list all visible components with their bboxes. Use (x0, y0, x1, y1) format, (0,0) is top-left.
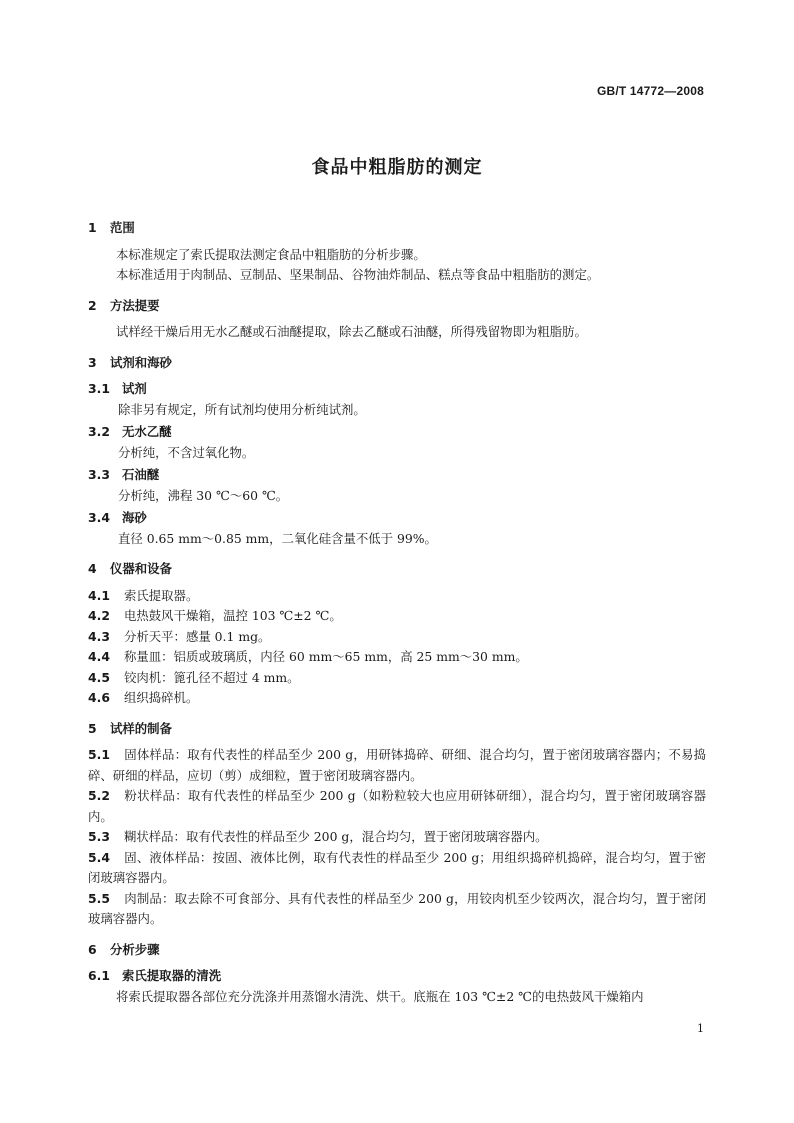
section-number: 5 (88, 720, 97, 736)
item-text: 电热鼓风干燥箱，温控 103 ℃±2 ℃。 (124, 608, 342, 623)
list-item (88, 627, 706, 648)
subsection-title: 石油醚 (122, 467, 160, 482)
section-heading-3 (88, 353, 706, 374)
subsection-number: 3.3 (88, 467, 110, 482)
list-item (88, 848, 706, 889)
item-number: 4.5 (88, 669, 110, 685)
section-title: 试样的制备 (110, 720, 172, 736)
subsection-title: 海砂 (122, 510, 147, 525)
section-heading-5 (88, 719, 706, 740)
list-item (88, 688, 706, 709)
paragraph: 除非另有规定，所有试剂均使用分析纯试剂。 (118, 401, 366, 417)
item-text: 索氏提取器。 (124, 587, 199, 603)
paragraph: 将索氏提取器各部位充分洗涤并用蒸馏水清洗、烘干。底瓶在 103 ℃±2 ℃的电热鼓风干燥箱内 (116, 988, 644, 1004)
section-number: 1 (88, 220, 97, 235)
paragraph: 本标准适用于肉制品、豆制品、坚果制品、谷物油炸制品、糕点等食品中粗脂肪的测定。 (116, 267, 600, 282)
paragraph: 分析纯，不含过氧化物。 (118, 444, 255, 460)
item-text: 称量皿：铝质或玻璃质，内径 60 mm～65 mm，高 25 mm～30 mm。 (124, 649, 528, 664)
section-title: 仪器和设备 (110, 561, 172, 576)
section-number: 6 (88, 941, 97, 957)
document-body (88, 218, 706, 1007)
paragraph: 直径 0.65 mm～0.85 mm，二氧化硅含量不低于 99%。 (118, 530, 437, 546)
list-item (88, 647, 706, 668)
subsection-heading (88, 465, 706, 486)
list-item (88, 606, 706, 627)
item-text: 糊状样品：取有代表性的样品至少 200 g，混合均匀，置于密闭玻璃容器内。 (124, 829, 548, 844)
subsection-heading (88, 379, 706, 400)
section-heading-6 (88, 940, 706, 961)
list-item (88, 827, 706, 848)
item-number: 4.6 (88, 690, 110, 705)
list-item (88, 889, 706, 930)
item-number: 5.1 (88, 747, 110, 762)
paragraph: 分析纯，沸程 30 ℃～60 ℃。 (118, 487, 289, 503)
subsection-heading (88, 422, 706, 443)
standard-code: GB/T 14772—2008 (596, 84, 704, 98)
item-text: 固体样品：取有代表性的样品至少 200 g，用研钵捣碎、研细、混合均匀，置于密闭玻璃容器内；不易捣碎、研细的样品，应切（剪）成细粒，置于密闭玻璃容器内。 (88, 747, 706, 783)
section-title: 方法提要 (110, 297, 160, 313)
item-text: 铰肉机：篦孔径不超过 4 mm。 (124, 669, 300, 685)
subsection-title: 索氏提取器的清洗 (122, 968, 222, 983)
item-number: 5.2 (88, 788, 110, 803)
section-number: 4 (88, 561, 97, 576)
subsection-heading (88, 966, 706, 987)
subsection-number: 3.4 (88, 510, 110, 525)
item-number: 4.3 (88, 628, 110, 644)
list-item (88, 668, 706, 689)
section-heading-2 (88, 296, 706, 317)
section-heading-4 (88, 559, 706, 580)
subsection-number: 6.1 (88, 968, 110, 983)
item-text: 分析天平：感量 0.1 mg。 (124, 628, 271, 644)
section-number: 3 (88, 354, 97, 370)
item-text: 组织捣碎机。 (124, 690, 199, 705)
section-title: 分析步骤 (110, 941, 160, 957)
subsection-title: 无水乙醚 (122, 424, 172, 439)
item-text: 肉制品：取去除不可食部分、具有代表性的样品至少 200 g，用铰肉机至少铰两次，混合均匀，置于密闭玻璃容器内。 (88, 890, 706, 926)
section-title: 范围 (110, 220, 135, 235)
item-number: 5.3 (88, 829, 110, 844)
subsection-number: 3.2 (88, 424, 110, 439)
item-number: 5.4 (88, 849, 110, 865)
list-item (88, 586, 706, 607)
item-number: 4.4 (88, 649, 110, 664)
paragraph: 本标准规定了索氏提取法测定食品中粗脂肪的分析步骤。 (116, 246, 426, 262)
list-item (88, 745, 706, 786)
section-number: 2 (88, 297, 97, 313)
item-number: 5.5 (88, 890, 110, 906)
list-item (88, 786, 706, 827)
section-heading-1 (88, 218, 706, 239)
paragraph: 试样经干燥后用无水乙醚或石油醚提取，除去乙醚或石油醚，所得残留物即为粗脂肪。 (116, 324, 587, 339)
item-text: 粉状样品：取有代表性的样品至少 200 g（如粉粒较大也应用研钵研细），混合均匀，置于密闭玻璃容器内。 (88, 788, 706, 824)
subsection-heading (88, 508, 706, 529)
item-number: 4.1 (88, 587, 110, 603)
subsection-title: 试剂 (122, 381, 147, 396)
item-number: 4.2 (88, 608, 110, 623)
page-number: 1 (697, 1022, 704, 1035)
subsection-number: 3.1 (88, 381, 110, 396)
section-title: 试剂和海砂 (110, 354, 172, 370)
item-text: 固、液体样品：按固、液体比例，取有代表性的样品至少 200 g；用组织捣碎机捣碎，混合均匀，置于密闭玻璃容器内。 (88, 849, 706, 885)
document-title: 食品中粗脂肪的测定 (311, 157, 483, 178)
